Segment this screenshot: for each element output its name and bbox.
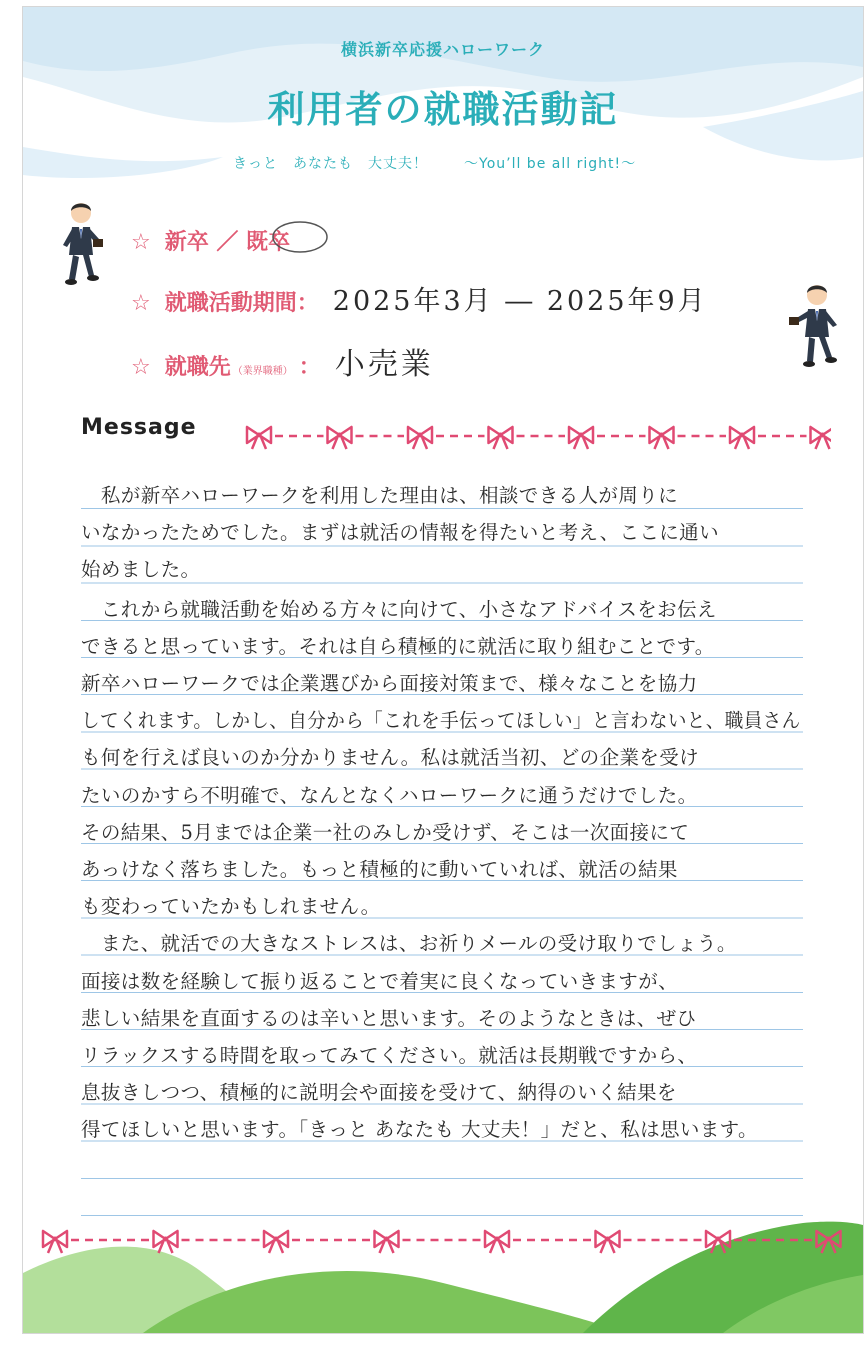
ribbon-icon (706, 1231, 730, 1253)
ribbon-icon (489, 427, 513, 449)
activity-report-sheet (22, 6, 864, 1334)
message-line: リラックスする時間を取ってみてください。就活は長期戦ですから、 (81, 1044, 698, 1067)
ribbon-icon (43, 1231, 67, 1253)
message-line: また、就活での大きなストレスは、お祈りメールの受け取りでしょう。 (81, 932, 737, 956)
field-employer (131, 339, 434, 383)
ribbon-border-top (241, 419, 831, 455)
field-status-label: 新卒 ／ 既卒 (164, 230, 291, 255)
message-line: 面接は数を経験して振り返ることで着実に良くなっていきますが、 (81, 969, 679, 993)
field-employer-label: 就職先 (164, 355, 231, 380)
field-status (131, 225, 290, 256)
message-line: その結果、5月までは企業一社のみしか受けず、そこは一次面接にて (81, 820, 690, 844)
person-running-icon (59, 199, 107, 289)
ribbon-icon (328, 427, 352, 449)
message-line: 得てほしいと思います。「きっと あなたも 大丈夫！」だと、私は思います。 (81, 1118, 758, 1142)
message-line: 始めました。 (81, 558, 201, 582)
ribbon-icon (650, 427, 674, 449)
field-period-separator: ： (296, 291, 319, 316)
organization-name: 横浜新卒応援ハローワーク (340, 40, 545, 59)
message-line: 新卒ハローワークでは企業選びから面接対策まで、様々なことを協力 (81, 672, 698, 695)
ribbon-icon (485, 1231, 509, 1253)
message-line: 悲しい結果を直面するのは辛いと思います。そのようなときは、ぜひ (81, 1006, 697, 1030)
ribbon-icon (596, 1231, 620, 1253)
message-line: してくれます。しかし、自分から「これを手伝ってほしい」と言わないと、職員さん (81, 709, 801, 733)
field-employer-sublabel: （業界職種） (232, 366, 293, 377)
ribbon-icon (569, 427, 593, 449)
tagline-en: 〜You’ll be all right!〜 (464, 156, 637, 172)
ribbon-border-bottom (37, 1223, 849, 1259)
field-employer-separator: ： (298, 355, 321, 380)
tagline-ja: きっと あなたも 大丈夫！ (233, 156, 428, 172)
ribbon-icon (154, 1231, 178, 1253)
field-period-value: 2025年3月 ― 2025年9月 (332, 286, 708, 317)
ribbon-icon (730, 427, 754, 449)
page-title: 利用者の就職活動記 (267, 88, 619, 131)
ribbon-icon (247, 427, 271, 449)
ribbon-icon (817, 1231, 841, 1253)
field-employer-value: 小売業 (334, 347, 434, 382)
message-heading: Message (81, 415, 197, 440)
message-line: いなかったためでした。まずは就活の情報を得たいと考え、ここに通い (81, 521, 719, 545)
message-line: 私が新卒ハローワークを利用した理由は、相談できる人が周りに (81, 484, 679, 507)
field-period-label: 就職活動期間 (164, 291, 297, 316)
message-line: あっけなく落ちました。もっと積極的に動いていれば、就活の結果 (81, 858, 678, 881)
message-line: 息抜きしつつ、積極的に説明会や面接を受けて、納得のいく結果を (81, 1081, 677, 1105)
message-line: も何を行えば良いのか分かりません。私は就活当初、どの企業を受け (81, 746, 700, 770)
person-running-icon (787, 281, 843, 371)
star-icon: ☆ (131, 291, 151, 316)
ribbon-icon (264, 1231, 288, 1253)
message-line: これから就職活動を始める方々に向けて、小さなアドバイスをお伝え (81, 597, 717, 621)
message-line: できると思っています。それは自ら積極的に就活に取り組むことです。 (81, 634, 715, 658)
ribbon-icon (408, 427, 432, 449)
star-icon: ☆ (131, 230, 151, 255)
message-line: も変わっていたかもしれません。 (81, 895, 381, 919)
ribbon-icon (375, 1231, 399, 1253)
message-line: たいのかすら不明確で、なんとなくハローワークに通うだけでした。 (81, 783, 698, 807)
ribbon-icon (811, 427, 832, 449)
tagline (233, 153, 636, 173)
selection-circle (270, 217, 330, 257)
field-period (131, 279, 708, 318)
message-body (81, 472, 803, 1216)
star-icon: ☆ (131, 355, 151, 380)
